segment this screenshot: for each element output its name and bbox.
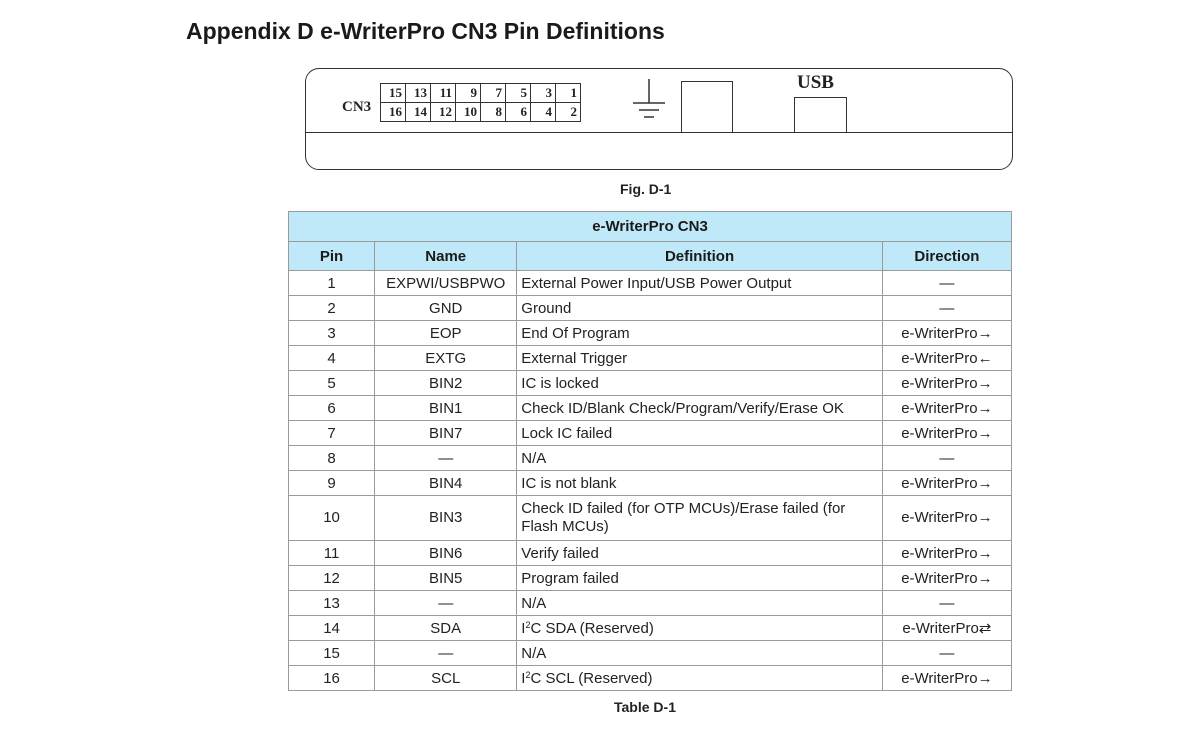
definition-prefix: I bbox=[521, 669, 526, 687]
pin-cell: 3 bbox=[531, 84, 556, 103]
pin-definition: N/A bbox=[517, 641, 883, 666]
header-definition: Definition bbox=[517, 242, 883, 271]
pin-cell: 16 bbox=[381, 103, 406, 122]
pin-number: 4 bbox=[289, 346, 375, 371]
pin-definition: External Power Input/USB Power Output bbox=[517, 271, 883, 296]
pin-name: SDA bbox=[375, 616, 517, 641]
power-jack-port bbox=[681, 81, 733, 133]
pin-name: — bbox=[375, 641, 517, 666]
pin-cell: 1 bbox=[556, 84, 581, 103]
pin-direction: e-WriterPro→ bbox=[882, 666, 1011, 691]
pin-name: BIN4 bbox=[375, 471, 517, 496]
pin-grid-top-row bbox=[381, 84, 581, 103]
table-title: e-WriterPro CN3 bbox=[289, 212, 1012, 242]
pin-direction: e-WriterPro→ bbox=[882, 471, 1011, 496]
usb-label: USB bbox=[797, 72, 834, 93]
pin-number: 11 bbox=[289, 541, 375, 566]
pin-direction: e-WriterPro→ bbox=[882, 421, 1011, 446]
definition-superscript: 2 bbox=[525, 619, 531, 630]
pin-name: BIN3 bbox=[375, 496, 517, 541]
pin-direction: — bbox=[882, 446, 1011, 471]
pin-cell: 15 bbox=[381, 84, 406, 103]
pin-direction: e-WriterPro→ bbox=[882, 321, 1011, 346]
pin-direction: e-WriterPro← bbox=[882, 346, 1011, 371]
pin-number: 3 bbox=[289, 321, 375, 346]
table-row bbox=[289, 446, 1012, 471]
table-row bbox=[289, 346, 1012, 371]
pin-direction: e-WriterPro→ bbox=[882, 541, 1011, 566]
pin-name: EOP bbox=[375, 321, 517, 346]
table-row bbox=[289, 566, 1012, 591]
pin-definition bbox=[517, 616, 883, 641]
pin-name: BIN5 bbox=[375, 566, 517, 591]
definition-superscript: 2 bbox=[525, 669, 531, 680]
pin-definition: End Of Program bbox=[517, 321, 883, 346]
table-row bbox=[289, 641, 1012, 666]
pin-direction: e-WriterPro→ bbox=[882, 566, 1011, 591]
pin-definition bbox=[517, 666, 883, 691]
pin-definition: External Trigger bbox=[517, 346, 883, 371]
pin-number: 14 bbox=[289, 616, 375, 641]
pin-number: 10 bbox=[289, 496, 375, 541]
pin-name: SCL bbox=[375, 666, 517, 691]
pin-definition: IC is locked bbox=[517, 371, 883, 396]
pin-cell: 12 bbox=[431, 103, 456, 122]
pin-number: 12 bbox=[289, 566, 375, 591]
pin-definition: Ground bbox=[517, 296, 883, 321]
pin-cell: 14 bbox=[406, 103, 431, 122]
device-panel-divider bbox=[306, 132, 1012, 133]
pin-cell: 9 bbox=[456, 84, 481, 103]
cn3-pin-grid bbox=[380, 83, 581, 122]
pin-name: GND bbox=[375, 296, 517, 321]
pin-cell: 13 bbox=[406, 84, 431, 103]
pin-number: 9 bbox=[289, 471, 375, 496]
pin-definition: N/A bbox=[517, 446, 883, 471]
pin-cell: 10 bbox=[456, 103, 481, 122]
pin-direction: e-WriterPro→ bbox=[882, 496, 1011, 541]
pin-grid-bottom-row bbox=[381, 103, 581, 122]
page-title: Appendix D e-WriterPro CN3 Pin Definitions bbox=[186, 18, 665, 44]
pin-number: 15 bbox=[289, 641, 375, 666]
pin-definition: Program failed bbox=[517, 566, 883, 591]
table-row bbox=[289, 541, 1012, 566]
pin-direction: — bbox=[882, 296, 1011, 321]
header-name: Name bbox=[375, 242, 517, 271]
ground-icon bbox=[631, 79, 667, 121]
pin-direction: — bbox=[882, 271, 1011, 296]
pin-cell: 5 bbox=[506, 84, 531, 103]
pin-cell: 2 bbox=[556, 103, 581, 122]
cn3-connector-label: CN3 bbox=[342, 99, 372, 115]
definition-prefix: I bbox=[521, 619, 526, 637]
table-title-row bbox=[289, 212, 1012, 242]
pin-definition: Check ID/Blank Check/Program/Verify/Erase OK bbox=[517, 396, 883, 421]
table-row bbox=[289, 666, 1012, 691]
pin-number: 6 bbox=[289, 396, 375, 421]
pin-number: 8 bbox=[289, 446, 375, 471]
pin-name: BIN2 bbox=[375, 371, 517, 396]
pin-definition: Verify failed bbox=[517, 541, 883, 566]
pin-direction: e-WriterPro→ bbox=[882, 396, 1011, 421]
pin-direction: — bbox=[882, 591, 1011, 616]
header-pin: Pin bbox=[289, 242, 375, 271]
device-diagram bbox=[305, 68, 1013, 170]
table-row bbox=[289, 471, 1012, 496]
figure-caption: Fig. D-1 bbox=[620, 181, 672, 197]
pin-name: — bbox=[375, 446, 517, 471]
pin-cell: 4 bbox=[531, 103, 556, 122]
pin-cell: 6 bbox=[506, 103, 531, 122]
table-header-row bbox=[289, 242, 1012, 271]
pin-direction: e-WriterPro⇄ bbox=[882, 616, 1011, 641]
pin-number: 7 bbox=[289, 421, 375, 446]
pin-name: BIN1 bbox=[375, 396, 517, 421]
table-row bbox=[289, 591, 1012, 616]
table-row bbox=[289, 296, 1012, 321]
pin-definition: Lock IC failed bbox=[517, 421, 883, 446]
pin-number: 1 bbox=[289, 271, 375, 296]
pin-direction: — bbox=[882, 641, 1011, 666]
table-row bbox=[289, 271, 1012, 296]
table-row bbox=[289, 496, 1012, 541]
pin-definitions-table bbox=[288, 211, 1012, 691]
pin-name: EXTG bbox=[375, 346, 517, 371]
pin-definition: Check ID failed (for OTP MCUs)/Erase failed (for Flash MCUs) bbox=[517, 496, 883, 541]
table-caption: Table D-1 bbox=[614, 699, 676, 715]
definition-rest: C SCL (Reserved) bbox=[530, 669, 653, 687]
table-row bbox=[289, 616, 1012, 641]
definition-rest: C SDA (Reserved) bbox=[530, 619, 654, 637]
pin-name: — bbox=[375, 591, 517, 616]
pin-number: 2 bbox=[289, 296, 375, 321]
pin-cell: 7 bbox=[481, 84, 506, 103]
table-row bbox=[289, 321, 1012, 346]
pin-cell: 8 bbox=[481, 103, 506, 122]
pin-name: EXPWI/USBPWO bbox=[375, 271, 517, 296]
pin-name: BIN7 bbox=[375, 421, 517, 446]
pin-number: 5 bbox=[289, 371, 375, 396]
pin-direction: e-WriterPro→ bbox=[882, 371, 1011, 396]
usb-port bbox=[794, 97, 847, 133]
table-row bbox=[289, 421, 1012, 446]
header-direction: Direction bbox=[882, 242, 1011, 271]
pin-number: 16 bbox=[289, 666, 375, 691]
pin-cell: 11 bbox=[431, 84, 456, 103]
pin-definition: IC is not blank bbox=[517, 471, 883, 496]
pin-name: BIN6 bbox=[375, 541, 517, 566]
table-row bbox=[289, 396, 1012, 421]
pin-definition: N/A bbox=[517, 591, 883, 616]
pin-number: 13 bbox=[289, 591, 375, 616]
table-row bbox=[289, 371, 1012, 396]
